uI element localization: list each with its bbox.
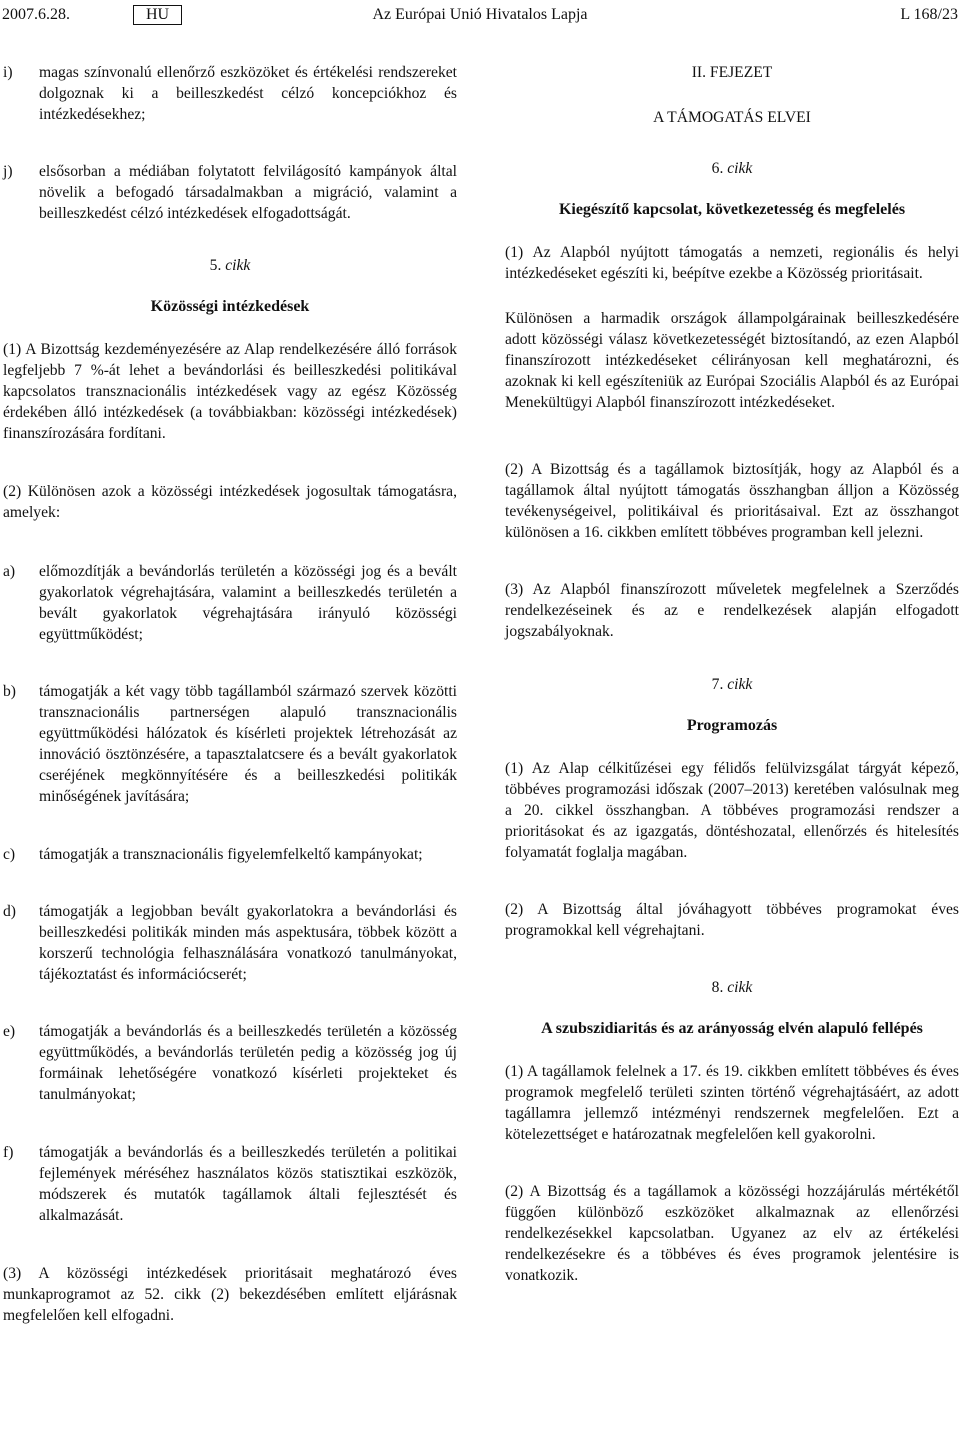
item-text: támogatják a bevándorlás és a beilleszkedés területén a politikai fejlemények méréséhez használatos közös statisztikai eszközök, módszerek és mutatók tagállamok általi fejlesztését és alkalmazását. xyxy=(39,1144,457,1224)
article-8-title: A szubszidiaritás és az arányosság elvén alapuló fellépés xyxy=(541,1020,923,1037)
item-text: támogatják a bevándorlás és a beilleszkedés területén a közösség együttműködés, a bevándorlás területén pedig a közösség jog új formáinak lehetőségére vonatkozó kísérleti projekteket és tanulmányokat; xyxy=(39,1023,457,1103)
article-7-paragraph-1: (1) Az Alap célkitűzései egy félidős felülvizsgálat tárgyát képező, többéves programozási időszak (2007–2013) keretében valósulnak meg a 20. cikkel összhangban. A többéves programozási rendszer a prioritásokat és az igazgatás, döntéshozatal, ellenőrzés és hitelesítés folyamatát foglalja magában. xyxy=(505,760,959,861)
list-item-d xyxy=(3,901,457,985)
article-8-paragraph-1: (1) A tagállamok felelnek a 17. és 19. cikkben említett többéves és éves programok megfelelő területi szinten történő végrehajtásáért, az adott tagállamra jellemző intézményi rendszernek megfelelően. Ezt a kötelezettséget e határozatnak megfelelően kell gyakorolni. xyxy=(505,1063,959,1143)
page-number: L 168/23 xyxy=(900,6,958,23)
article-8-heading: 8. cikk xyxy=(711,979,753,996)
item-label: b) xyxy=(3,683,16,700)
item-text: előmozdítják a bevándorlás területén a közösségi jog és a bevált gyakorlatok végrehajtására, valamint a beilleszkedés területén a bevált gyakorlatok végrehajtására irányuló közösségi együttműködést; xyxy=(39,563,457,643)
article-6-paragraph-3: (3) Az Alapból finanszírozott műveletek megfelelnek a Szerződés rendelkezéseinek és az e rendelkezések alapján elfogadott jogszabályoknak. xyxy=(505,581,959,640)
article-5-title: Közösségi intézkedések xyxy=(150,298,310,315)
list-item-a xyxy=(3,561,457,645)
chapter-number: II. FEJEZET xyxy=(691,64,773,81)
item-text: támogatják a transznacionális figyelemfelkeltő kampányokat; xyxy=(39,846,423,863)
article-7-heading: 7. cikk xyxy=(711,676,753,693)
article-6-title: Kiegészítő kapcsolat, következetesség és megfelelés xyxy=(558,201,906,218)
item-text: elsősorban a médiában folytatott felvilágosító kampányok által növelik a befogadó társadalmakban a migráció, valamint a beilleszkedést célzó intézkedések elfogadottságát. xyxy=(39,163,457,222)
article-7-title: Programozás xyxy=(686,717,778,734)
list-item-f xyxy=(3,1142,457,1226)
item-label: e) xyxy=(3,1023,16,1040)
article-5-paragraph-2: (2) Különösen azok a közösségi intézkedések jogosultak támogatásra, amelyek: xyxy=(3,483,457,521)
item-label: f) xyxy=(3,1144,14,1161)
article-6-paragraph-1b: Különösen a harmadik országok állampolgárainak beilleszkedésére adott közösségi válasz következetességét biztosítandó, az ezen Alapból finanszírozott intézkedéseket célirányosan kell meghatározni, és azoknak ki kell egészíteniük az Európai Szociális Alapból és az Európai Menekültügyi Alapból finanszírozott intézkedéseket. xyxy=(505,310,959,411)
article-6-paragraph-1: (1) Az Alapból nyújtott támogatás a nemzeti, regionális és helyi intézkedéseket egészíti ki, beépítve ezekbe a Közösség prioritásait. xyxy=(505,244,959,282)
list-item-b xyxy=(3,681,457,807)
item-label: j) xyxy=(3,163,13,180)
language-badge: HU xyxy=(133,5,182,25)
article-8-paragraph-2: (2) A Bizottság és a tagállamok a közösségi hozzájárulás mértékétől függően különböző eszközöket alkalmaznak az ellenőrzési rendelkezésekkel kapcsolatban. Ugyanez az elv az értékelési rendelkezésekre és a többéves és éves programok jelentésire is vonatkozik. xyxy=(505,1183,959,1284)
item-label: c) xyxy=(3,846,16,863)
item-label: i) xyxy=(3,64,13,81)
article-6-heading: 6. cikk xyxy=(711,160,753,177)
list-item-e xyxy=(3,1021,457,1105)
article-6-paragraph-2: (2) A Bizottság és a tagállamok biztosítják, hogy az Alapból és a tagállamok által nyújtott támogatás összhangban álljon a Közösség tevékenységeivel, politikáival és prioritásaival. Ezt az összhangot különösen a 16. cikkben említett többéves programban kell jelezni. xyxy=(505,461,959,541)
article-5-heading: 5. cikk xyxy=(209,257,251,274)
left-column xyxy=(3,62,457,1326)
article-5-paragraph-1: (1) A Bizottság kezdeményezésére az Alap rendelkezésére álló források legfeljebb 7 %-át lehet a bevándorlási és beilleszkedési politikával kapcsolatos transznacionális intézkedések vagy az egész Közösség érdekében álló intézkedések (a továbbiakban: közösségi intézkedések) finanszírozására fordítani. xyxy=(3,341,457,442)
right-column xyxy=(505,62,959,1286)
article-5-paragraph-3: (3) A közösségi intézkedések prioritásait meghatározó éves munkaprogramot az 52. cikk (2) bekezdésében említett eljárásnak megfelelően kell elfogadni. xyxy=(3,1265,457,1324)
chapter-title: A TÁMOGATÁS ELVEI xyxy=(653,109,811,126)
item-text: magas színvonalú ellenőrző eszközöket és értékelési rendszereket dolgoznak ki a beilleszkedést célzó koncepciókhoz és intézkedésekhez; xyxy=(39,64,457,123)
article-7-paragraph-2: (2) A Bizottság által jóváhagyott többéves programokat éves programokkal kell végrehajtani. xyxy=(505,901,959,939)
item-label: d) xyxy=(3,903,16,920)
journal-title: Az Európai Unió Hivatalos Lapja xyxy=(372,6,588,23)
header-date: 2007.6.28. xyxy=(2,6,70,23)
page-header xyxy=(0,4,960,26)
item-text: támogatják a két vagy több tagállamból származó szervek közötti transznacionális partnerségen alapuló transznacionális együttműködési hálózatok és kísérleti projektek létrehozását az innováció ösztönzésére, a tapasztalatcsere és a bevált gyakorlatok cseréjének megkönnyítésére és a beilleszkedési politikák minőségének javítására; xyxy=(39,683,457,805)
list-item-j xyxy=(3,161,457,224)
item-text: támogatják a legjobban bevált gyakorlatokra a bevándorlási és beilleszkedési politikák minden más aspektusára, többek között a korszerű technológia felhasználására vonatkozó tanulmányokat, tájékoztatást és információcserét; xyxy=(39,903,457,983)
list-item-i xyxy=(3,62,457,125)
list-item-c xyxy=(3,844,457,865)
item-label: a) xyxy=(3,563,16,580)
